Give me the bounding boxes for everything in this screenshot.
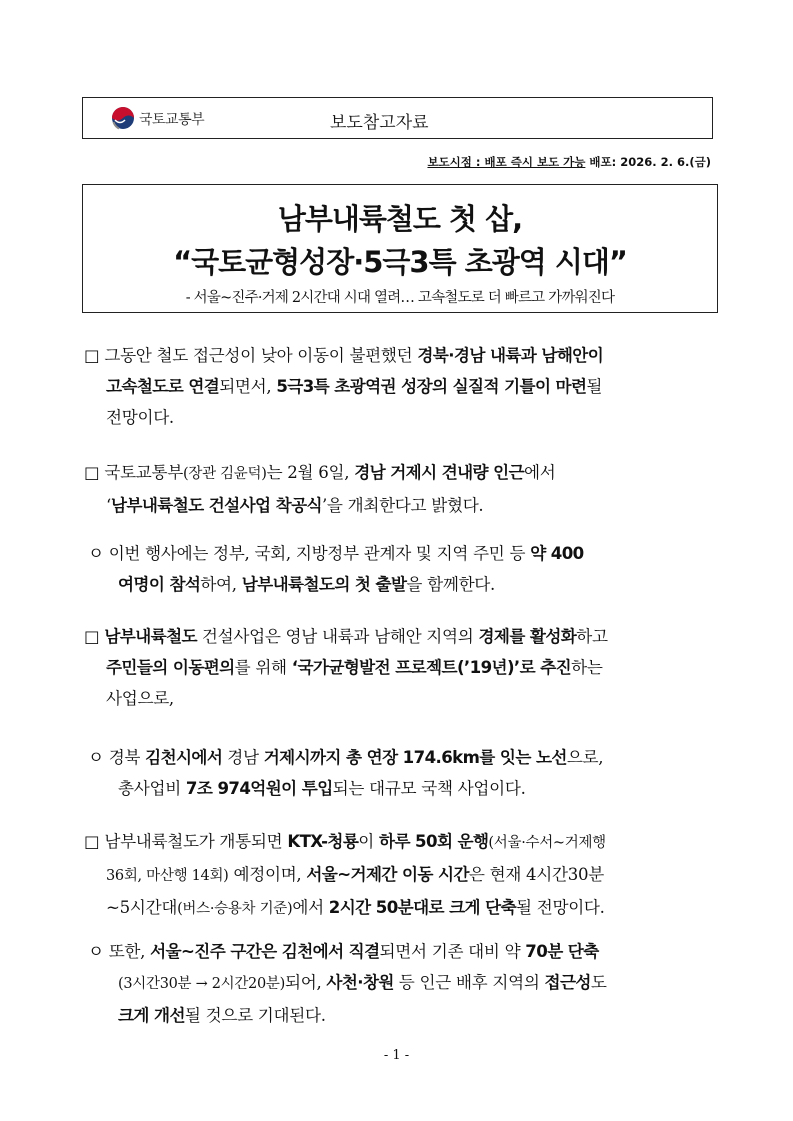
- emphasis-text: KTX-청룡: [287, 832, 359, 851]
- text-run: 될 전망이다.: [516, 898, 605, 917]
- text-line: [88, 936, 722, 967]
- text-run: (서울·수서~거제행: [488, 835, 606, 851]
- emphasis-text: 크게 개선: [118, 1006, 185, 1025]
- text-line: 전망이다.: [106, 408, 174, 427]
- paragraph-2: [84, 457, 722, 521]
- text-run: 36회, 마산행 14회): [106, 868, 229, 884]
- release-info: [427, 154, 711, 170]
- headline-line-2: “국토균형성장·5극3특 초광역 시대”: [173, 245, 627, 279]
- text-run: 하고: [576, 627, 608, 646]
- ministry-name: 국토교통부: [139, 112, 205, 128]
- text-run: ‘: [106, 496, 111, 515]
- text-line: [88, 967, 722, 1000]
- header-box: [82, 97, 713, 139]
- text-run: 되는 대규모 국책 사업이다.: [332, 779, 526, 798]
- emphasis-text: 고속철도로 연결: [106, 377, 220, 396]
- text-run: 하는: [571, 658, 603, 677]
- text-run: 를 위해: [234, 658, 292, 677]
- release-timing: 보도시점 : 배포 즉시 보도 가능: [427, 155, 586, 169]
- emphasis-text: 경남 거제시 견내량 인근: [354, 463, 525, 482]
- subheadline: - 서울~진주·거제 2시간대 시대 열려… 고속철도로 더 빠르고 가까워진다: [185, 290, 615, 306]
- text-run: 하여,: [200, 575, 242, 594]
- text-run: 예정이며,: [228, 865, 307, 884]
- text-run: 될 것으로 기대된다.: [184, 1006, 326, 1025]
- emphasis-text: 접근성: [544, 973, 591, 992]
- text-line: [84, 652, 722, 683]
- emphasis-text: 주민들의 이동편의: [106, 658, 235, 677]
- text-line: [84, 826, 722, 859]
- text-run: ~5시간대: [106, 898, 178, 917]
- text-line: [84, 457, 722, 490]
- text-run: □: [84, 627, 105, 646]
- text-line: [88, 569, 722, 600]
- text-run: □ 남부내륙철도가 개통되면: [84, 832, 288, 851]
- government-emblem-icon: [111, 106, 135, 130]
- text-run: □ 그동안 철도 접근성이 낮아 이동이 불편했던: [84, 346, 418, 365]
- text-run: ㅇ 경북: [88, 748, 146, 767]
- text-run: 되면서,: [219, 377, 277, 396]
- release-date-label: 배포:: [589, 155, 617, 169]
- page-number: - 1 -: [383, 1048, 410, 1063]
- emphasis-text: 경제를 활성화: [478, 627, 577, 646]
- text-run: 도: [590, 973, 607, 992]
- text-run: 에서: [524, 463, 556, 482]
- text-run: ㅇ 이번 행사에는 정부, 국회, 지방정부 관계자 및 지역 주민 등: [88, 544, 531, 563]
- emphasis-text: 서울~거제간 이동 시간: [306, 865, 469, 884]
- text-run: 되어,: [284, 973, 327, 992]
- text-run: 경남: [222, 748, 264, 767]
- text-run: 되면서 기존 대비 약: [379, 942, 526, 961]
- emphasis-text: 70분 단축: [525, 942, 599, 961]
- sub-paragraph-3: [88, 936, 722, 1031]
- paragraph-4: [84, 826, 722, 925]
- text-line: [88, 538, 722, 569]
- emphasis-text: ‘국가균형발전 프로젝트(’19년)’로 추진: [291, 658, 572, 677]
- text-line: [88, 742, 722, 773]
- paragraph-3: [84, 621, 722, 714]
- emphasis-text: 사천·창원: [326, 973, 394, 992]
- emphasis-text: 경북·경남 내륙과 남해안이: [417, 346, 604, 365]
- emphasis-text: 하루 50회 운행: [379, 832, 489, 851]
- emphasis-text: 2시간 50분대로 크게 단축: [328, 898, 517, 917]
- text-run: 될: [586, 377, 603, 396]
- emphasis-text: 남부내륙철도 건설사업 착공식: [110, 496, 322, 515]
- emphasis-text: 7조 974억원이 투입: [185, 779, 333, 798]
- text-line: [84, 859, 722, 892]
- emphasis-text: 남부내륙철도: [104, 627, 197, 646]
- text-run: 건설사업은 영남 내륙과 남해안 지역의: [196, 627, 479, 646]
- text-run: □ 국토교통부: [84, 463, 184, 482]
- text-run: 는 2월 6일,: [266, 463, 355, 482]
- emphasis-text: 약 400: [530, 544, 584, 563]
- text-line: [84, 892, 722, 925]
- text-line: 사업으로,: [106, 689, 174, 708]
- emphasis-text: 5극3특 초광역권 성장의 실질적 기틀이 마련: [276, 377, 587, 396]
- sub-paragraph-1: [88, 538, 722, 600]
- sub-paragraph-2: [88, 742, 722, 804]
- text-run: 이: [358, 832, 380, 851]
- text-line: [88, 773, 722, 804]
- emphasis-text: 남부내륙철도의 첫 출발: [241, 575, 407, 594]
- text-run: 으로,: [566, 748, 604, 767]
- text-line: [88, 1000, 722, 1031]
- title-box: [82, 184, 718, 313]
- emphasis-text: 거제시까지 총 연장 174.6km를 잇는 노선: [263, 748, 567, 767]
- text-run: 등 인근 배후 지역의: [393, 973, 545, 992]
- text-run: 을 함께한다.: [406, 575, 496, 594]
- text-line: [84, 490, 722, 521]
- text-run: ㅇ 또한,: [88, 942, 151, 961]
- emphasis-text: 김천시에서: [145, 748, 223, 767]
- emphasis-text: 서울~진주 구간은 김천에서 직결: [150, 942, 380, 961]
- text-run: ’을 개최한다고 밝혔다.: [321, 496, 484, 515]
- text-run: (장관 김윤덕): [183, 466, 267, 482]
- emphasis-text: 여명이 참석: [118, 575, 201, 594]
- release-date: 2026. 2. 6.(금): [620, 155, 711, 169]
- text-line: [84, 371, 722, 402]
- text-line: [84, 340, 722, 371]
- text-run: 총사업비: [118, 779, 186, 798]
- text-run: (버스·승용차 기준): [177, 901, 293, 917]
- text-run: 에서: [292, 898, 329, 917]
- text-run: (3시간30분 → 2시간20분): [118, 976, 285, 992]
- text-run: 은 현재 4시간30분: [468, 865, 605, 884]
- document-type: 보도참고자료: [330, 113, 429, 133]
- headline-line-1: 남부내륙철도 첫 삽,: [277, 202, 523, 236]
- paragraph-1: [84, 340, 722, 433]
- text-line: [84, 621, 722, 652]
